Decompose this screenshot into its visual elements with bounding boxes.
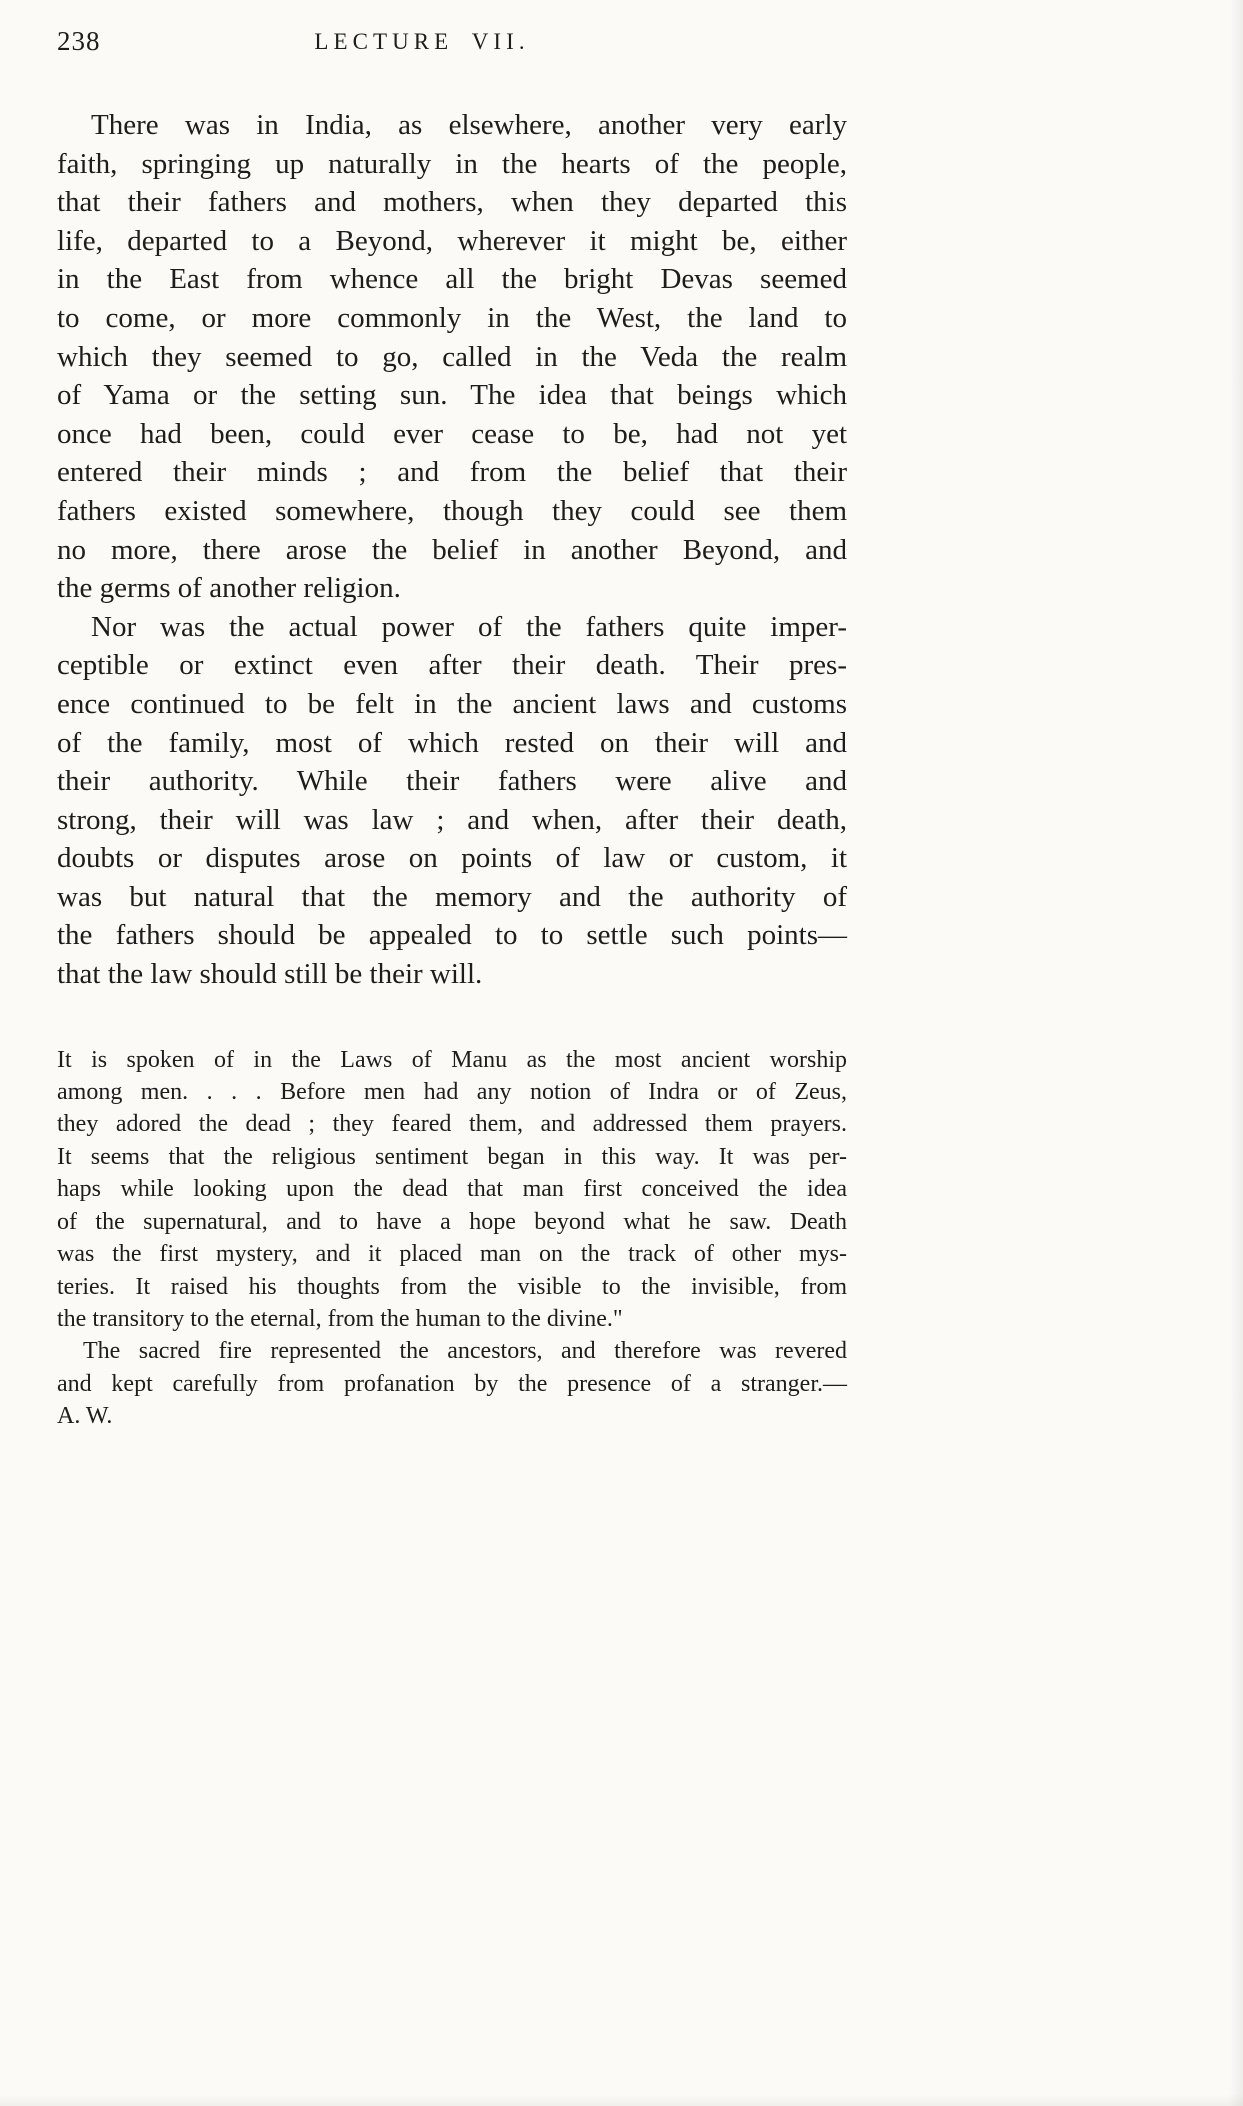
footnote — [57, 1044, 847, 1433]
page-header — [57, 24, 847, 64]
text-line: that their fathers and mothers, when they departed this — [57, 186, 847, 219]
running-head: LECTURE VII. — [314, 29, 530, 54]
footnote-paragraph-2 — [57, 1335, 847, 1432]
text-block — [57, 24, 847, 1433]
text-line: It seems that the religious sentiment began in this way. It was per- — [57, 1143, 847, 1170]
text-line: to come, or more commonly in the West, the land to — [57, 301, 847, 334]
text-line: the germs of another religion. — [57, 572, 401, 605]
body-text — [57, 106, 847, 994]
text-line: of Yama or the setting sun. The idea that beings which — [57, 379, 847, 412]
text-line: among men. . . . Before men had any notion of Indra or of Zeus, — [57, 1079, 847, 1106]
text-line: strong, their will was law ; and when, after their death, — [57, 803, 847, 836]
text-line: the fathers should be appealed to to settle such points— — [57, 919, 847, 952]
text-line: they adored the dead ; they feared them, and addressed them prayers. — [57, 1111, 847, 1138]
text-line: teries. It raised his thoughts from the visible to the invisible, from — [57, 1273, 847, 1300]
text-line: of the supernatural, and to have a hope beyond what he saw. Death — [57, 1208, 847, 1235]
text-line: of the family, most of which rested on their will and — [57, 726, 847, 759]
text-line: faith, springing up naturally in the hearts of the people, — [57, 147, 847, 180]
text-line: in the East from whence all the bright Devas seemed — [57, 263, 847, 296]
text-line: the transitory to the eternal, from the human to the divine." — [57, 1305, 623, 1332]
text-line: entered their minds ; and from the belief that their — [57, 456, 847, 489]
body-paragraph-2 — [57, 608, 847, 994]
text-line: haps while looking upon the dead that man first conceived the idea — [57, 1176, 847, 1203]
page-number: 238 — [57, 26, 101, 56]
text-line: doubts or disputes arose on points of law or custom, it — [57, 842, 847, 875]
text-line: It is spoken of in the Laws of Manu as the most ancient worship — [57, 1046, 847, 1073]
text-line: which they seemed to go, called in the Veda the realm — [57, 340, 847, 373]
text-line: A. W. — [57, 1403, 113, 1430]
footnote-paragraph-1 — [57, 1044, 847, 1336]
text-line: ceptible or extinct even after their death. Their pres- — [57, 649, 847, 682]
text-line: no more, there arose the belief in another Beyond, and — [57, 533, 847, 566]
text-line: their authority. While their fathers were alive and — [57, 765, 847, 798]
text-line: Nor was the actual power of the fathers quite imper- — [91, 610, 847, 643]
text-line: was the first mystery, and it placed man on the track of other mys- — [57, 1241, 847, 1268]
text-line: once had been, could ever cease to be, had not yet — [57, 417, 847, 450]
body-paragraph-1 — [57, 106, 847, 608]
text-line: life, departed to a Beyond, wherever it might be, either — [57, 224, 847, 257]
text-line: The sacred fire represented the ancestors, and therefore was revered — [83, 1338, 847, 1365]
text-line: was but natural that the memory and the authority of — [57, 880, 847, 913]
text-line: and kept carefully from profanation by the presence of a stranger.— — [57, 1370, 847, 1397]
text-line: that the law should still be their will. — [57, 958, 483, 991]
text-line: There was in India, as elsewhere, another very early — [91, 109, 847, 141]
text-line: ence continued to be felt in the ancient laws and customs — [57, 687, 847, 720]
text-line: fathers existed somewhere, though they could see them — [57, 494, 847, 527]
